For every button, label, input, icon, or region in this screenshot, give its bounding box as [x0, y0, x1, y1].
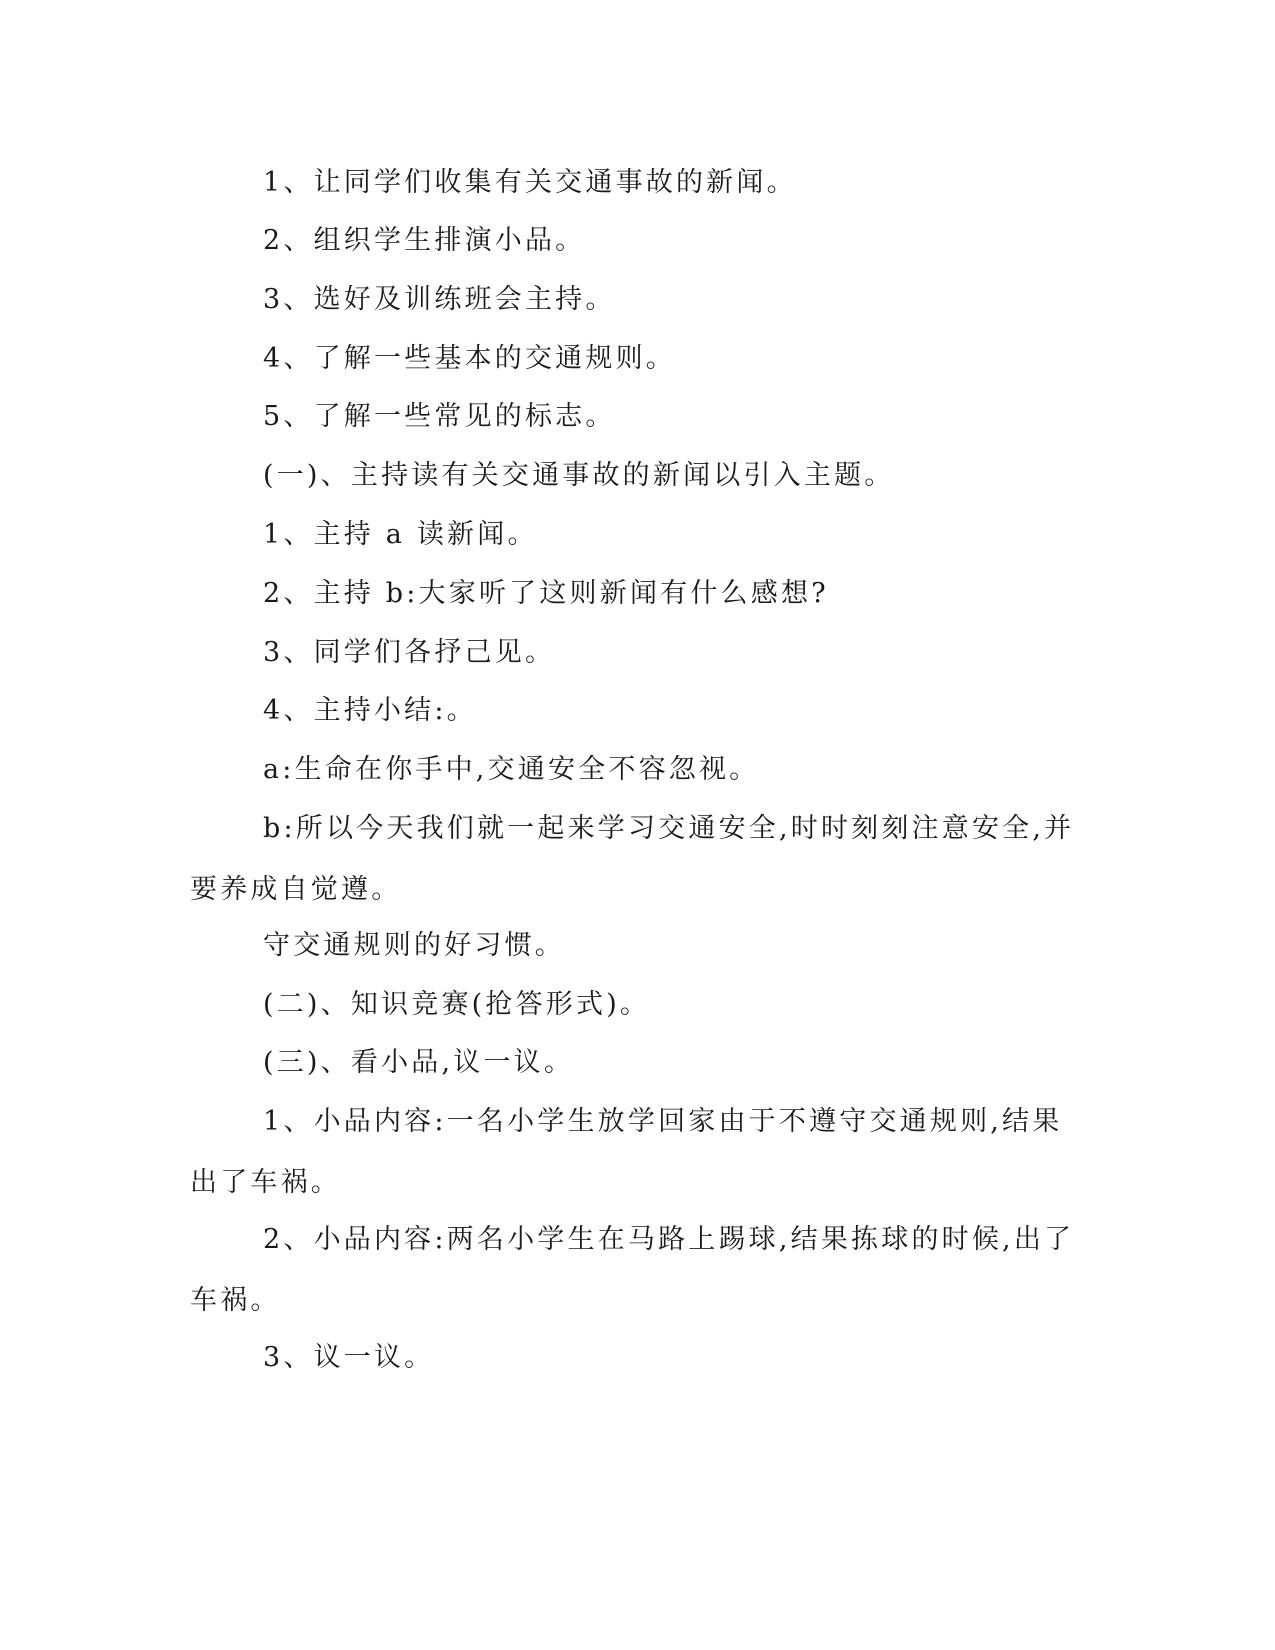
- paragraph-4: 4、了解一些基本的交通规则。: [263, 343, 676, 374]
- paragraph-12: b:所以今天我们就一起来学习交通安全,时时刻刻注意安全,并要养成自觉遵。: [190, 813, 1075, 905]
- paragraph-7: 1、主持 a 读新闻。: [263, 519, 538, 550]
- paragraph-15: (三)、看小品,议一议。: [263, 1047, 575, 1078]
- paragraph-14: (二)、知识竞赛(抢答形式)。: [263, 989, 651, 1020]
- paragraph-8: 2、主持 b:大家听了这则新闻有什么感想?: [263, 578, 829, 609]
- paragraph-3: 3、选好及训练班会主持。: [263, 284, 616, 315]
- paragraph-5: 5、了解一些常见的标志。: [263, 401, 616, 432]
- paragraph-11: a:生命在你手中,交通安全不容忽视。: [263, 754, 760, 785]
- paragraph-18: 3、议一议。: [263, 1342, 435, 1373]
- paragraph-6: (一)、主持读有关交通事故的新闻以引入主题。: [263, 460, 895, 491]
- paragraph-17: 2、小品内容:两名小学生在马路上踢球,结果拣球的时候,出了车祸。: [190, 1224, 1075, 1316]
- paragraph-1: 1、让同学们收集有关交通事故的新闻。: [263, 167, 797, 198]
- paragraph-2: 2、组织学生排演小品。: [263, 225, 586, 256]
- paragraph-9: 3、同学们各抒己见。: [263, 637, 556, 668]
- paragraph-10: 4、主持小结:。: [263, 695, 477, 726]
- paragraph-13: 守交通规则的好习惯。: [263, 930, 565, 961]
- paragraph-16: 1、小品内容:一名小学生放学回家由于不遵守交通规则,结果出了车祸。: [190, 1106, 1063, 1198]
